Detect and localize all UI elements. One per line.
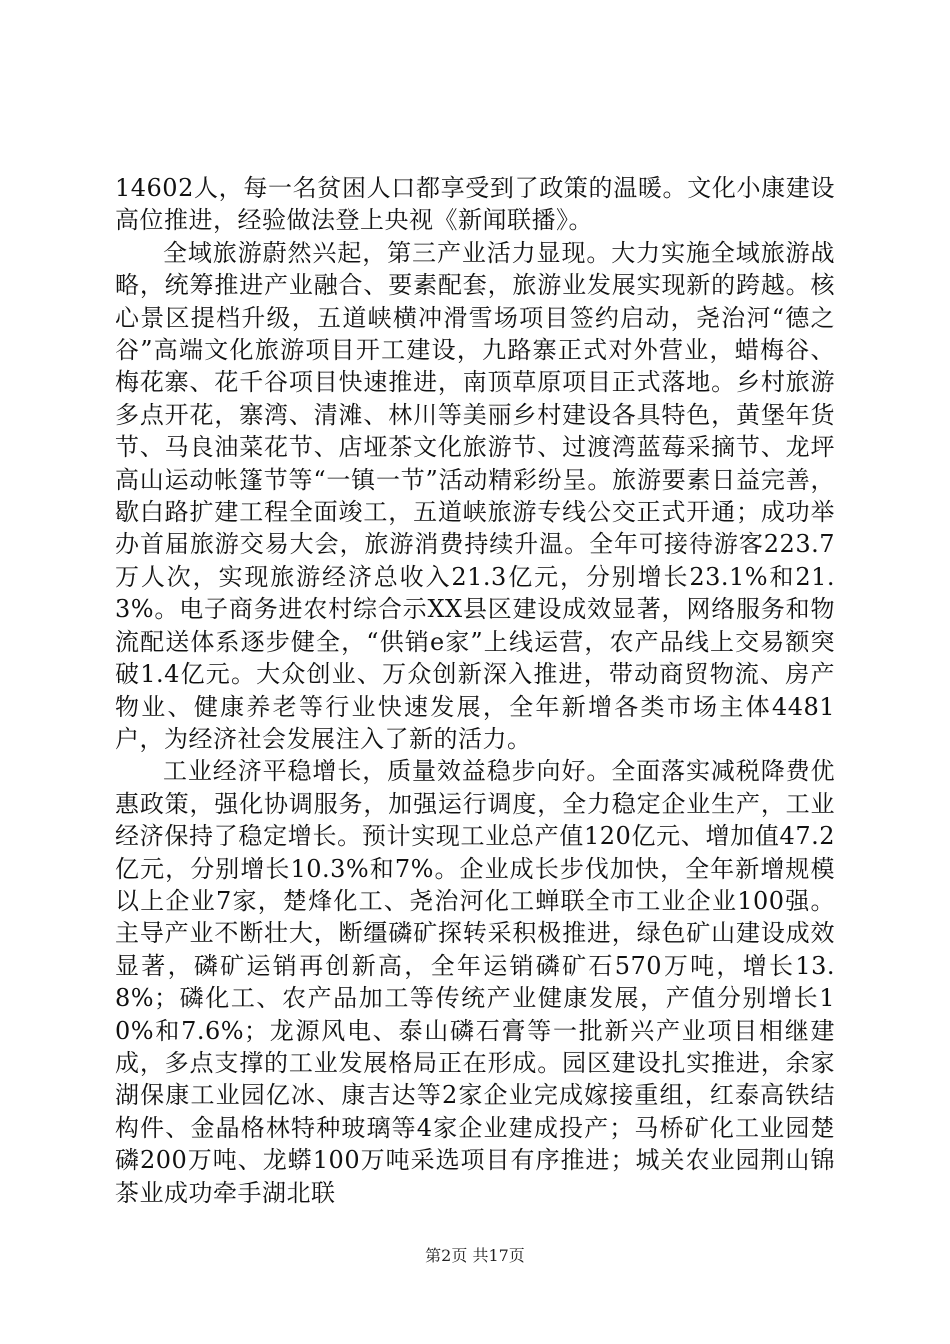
document-body (115, 172, 835, 1209)
paragraph-continued: 14602人，每一名贫困人口都享受到了政策的温暖。文化小康建设高位推进，经验做法登上央视《新闻联播》。 (115, 174, 835, 235)
paragraph-industry: 工业经济平稳增长，质量效益稳步向好。全面落实减税降费优惠政策，强化协调服务，加强运行调度，全力稳定企业生产，工业经济保持了稳定增长。预计实现工业总产值120亿元、增加值47.2亿元，分别增长10.3%和7%。企业成长步伐加快，全年新增规模以上企业7家，楚烽化工、尧治河化工蝉联全市工业企业100强。主导产业不断壮大，断缰磷矿探转采积极推进，绿色矿山建设成效显著，磷矿运销再创新高，全年运销磷矿石570万吨，增长13.8%；磷化工、农产品加工等传统产业健康发展，产值分别增长10%和7.6%；龙源风电、泰山磷石膏等一批新兴产业项目相继建成，多点支撑的工业发展格局正在形成。园区建设扎实推进，余家湖保康工业园亿冰、康吉达等2家企业完成嫁接重组，红泰高铁结构件、金晶格林特种玻璃等4家企业建成投产；马桥矿化工业园楚磷200万吨、龙蟒100万吨采选项目有序推进；城关农业园荆山锦茶业成功牵手湖北联 (115, 757, 835, 1207)
paragraph-tourism: 全域旅游蔚然兴起，第三产业活力显现。大力实施全域旅游战略，统筹推进产业融合、要素配套，旅游业发展实现新的跨越。核心景区提档升级，五道峡横冲滑雪场项目签约启动，尧治河“德之谷”高端文化旅游项目开工建设，九路寨正式对外营业，蜡梅谷、梅花寨、花千谷项目快速推进，南顶草原项目正式落地。乡村旅游多点开花，寨湾、清滩、林川等美丽乡村建设各具特色，黄堡年货节、马良油菜花节、店垭茶文化旅游节、过渡湾蓝莓采摘节、龙坪高山运动帐篷节等“一镇一节”活动精彩纷呈。旅游要素日益完善，歇白路扩建工程全面竣工，五道峡旅游专线公交正式开通；成功举办首届旅游交易大会，旅游消费持续升温。全年可接待游客223.7万人次，实现旅游经济总收入21.3亿元，分别增长23.1%和21.3%。电子商务进农村综合示XX县区建设成效显著，网络服务和物流配送体系逐步健全，“供销e家”上线运营，农产品线上交易额突破1.4亿元。大众创业、万众创新深入推进，带动商贸物流、房产物业、健康养老等行业快速发展，全年新增各类市场主体4481户，为经济社会发展注入了新的活力。 (115, 238, 835, 753)
page-number-footer: 第2页 共17页 (425, 1246, 525, 1265)
